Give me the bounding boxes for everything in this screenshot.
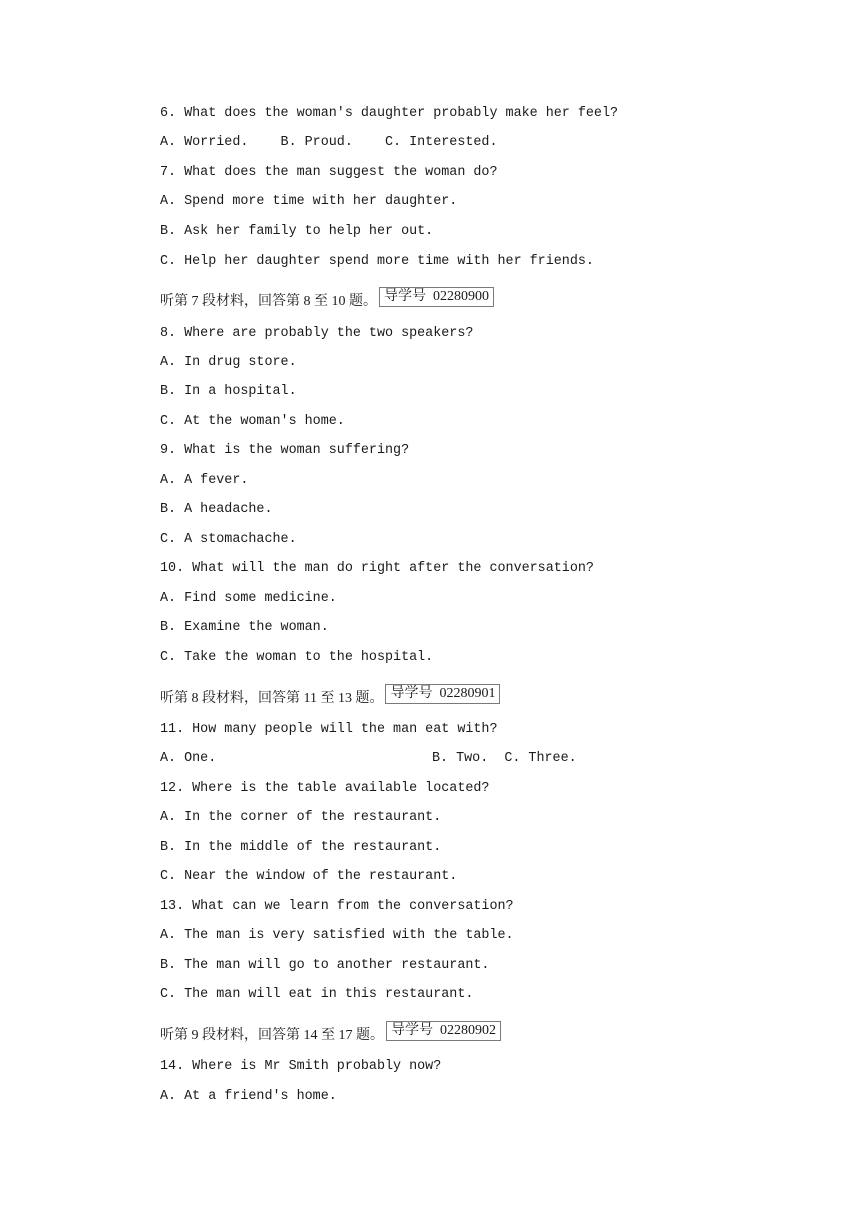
question-10: 10. What will the man do right after the conversation? <box>160 561 594 576</box>
question-8: 8. Where are probably the two speakers? <box>160 326 474 341</box>
question-14-option-a: A. At a friend's home. <box>160 1089 337 1104</box>
question-10-option-a: A. Find some medicine. <box>160 591 337 606</box>
question-13-option-c: C. The man will eat in this restaurant. <box>160 987 474 1002</box>
question-6-options: A. Worried. B. Proud. C. Interested. <box>160 135 498 150</box>
question-12-option-c: C. Near the window of the restaurant. <box>160 869 458 884</box>
question-8-option-b: B. In a hospital. <box>160 384 297 399</box>
question-12: 12. Where is the table available located? <box>160 781 490 796</box>
section-7-heading <box>160 289 494 312</box>
question-9-option-b: B. A headache. <box>160 502 273 517</box>
section-8-text: 听第 8 段材料，回答第 11 至 13 题。 <box>160 691 384 706</box>
question-10-option-c: C. Take the woman to the hospital. <box>160 650 434 665</box>
section-8-guide-number: 导学号 02280901 <box>385 684 500 704</box>
question-14: 14. Where is Mr Smith probably now? <box>160 1059 442 1074</box>
question-8-option-a: A. In drug store. <box>160 355 297 370</box>
section-7-text: 听第 7 段材料，回答第 8 至 10 题。 <box>160 294 377 309</box>
question-12-option-a: A. In the corner of the restaurant. <box>160 810 442 825</box>
question-11: 11. How many people will the man eat with? <box>160 722 498 737</box>
question-7: 7. What does the man suggest the woman do? <box>160 165 498 180</box>
question-6: 6. What does the woman's daughter probably make her feel? <box>160 106 619 121</box>
question-9-option-a: A. A fever. <box>160 473 249 488</box>
question-9: 9. What is the woman suffering? <box>160 443 410 458</box>
question-13-option-b: B. The man will go to another restaurant. <box>160 958 490 973</box>
question-12-option-b: B. In the middle of the restaurant. <box>160 840 442 855</box>
section-7-guide-number: 导学号 02280900 <box>379 287 494 307</box>
question-10-option-b: B. Examine the woman. <box>160 620 329 635</box>
section-9-guide-number: 导学号 02280902 <box>386 1021 501 1041</box>
question-7-option-c: C. Help her daughter spend more time with her friends. <box>160 254 594 269</box>
section-8-heading <box>160 686 500 709</box>
question-9-option-c: C. A stomachache. <box>160 532 297 547</box>
question-13: 13. What can we learn from the conversation? <box>160 899 514 914</box>
question-11-options-bc: B. Two. C. Three. <box>432 751 577 766</box>
section-9-text: 听第 9 段材料，回答第 14 至 17 题。 <box>160 1028 384 1043</box>
question-13-option-a: A. The man is very satisfied with the table. <box>160 928 514 943</box>
question-11-option-a: A. One. <box>160 751 217 766</box>
question-7-option-b: B. Ask her family to help her out. <box>160 224 434 239</box>
section-9-heading <box>160 1023 501 1046</box>
question-7-option-a: A. Spend more time with her daughter. <box>160 194 458 209</box>
question-8-option-c: C. At the woman's home. <box>160 414 345 429</box>
